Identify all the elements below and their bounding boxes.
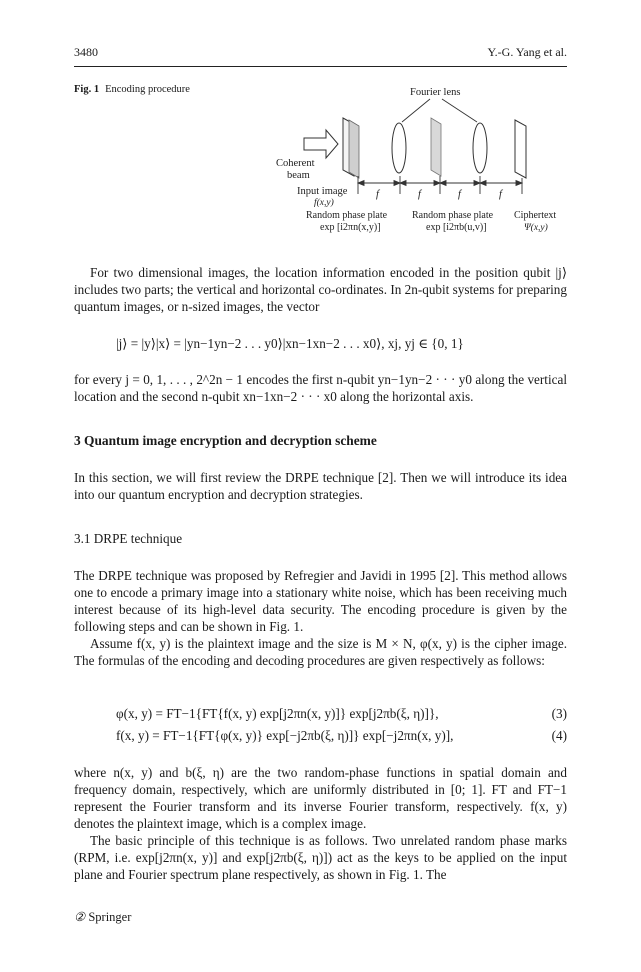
running-authors: Y.-G. Yang et al. <box>487 45 567 59</box>
ciphertext-plate <box>515 120 526 178</box>
paragraph-encoding-location: for every j = 0, 1, . . . , 2^2n − 1 encodes the first n-qubit yn−1yn−2 · · · y0 along the vertical location and the second n-qubit xn−1xn−2 · · · x0 along the horizontal axis. <box>74 372 567 404</box>
figure-label: Fig. 1 <box>74 84 100 95</box>
rpp1-function: exp [i2πn(x,y)] <box>320 222 381 233</box>
paragraph-drpe-intro: The DRPE technique was proposed by Refregier and Javidi in 1995 [2]. This method allows one to encode a primary image into a stationary white noise, which has been receiving much interest because of its high-level data security. The encoding procedure is given by the following steps and can be shown in Fig. 1. <box>74 568 567 634</box>
publisher-name: Springer <box>88 910 132 924</box>
figure-caption <box>74 84 190 95</box>
section-heading-3: 3 Quantum image encryption and decryption scheme <box>74 433 377 448</box>
equation-3-number: (3) <box>551 706 567 721</box>
paragraph-assume: Assume f(x, y) is the plaintext image and the size is M × N, φ(x, y) is the cipher image. The formulas of the encoding and decoding procedures are given respectively as follows: <box>74 636 567 668</box>
rpp2-label: Random phase plate <box>412 210 494 221</box>
focal-length-3: f <box>458 189 461 200</box>
ciphertext-label: Ciphertext <box>514 210 557 221</box>
beam-label: beam <box>287 170 310 181</box>
encoding-procedure-diagram <box>270 82 570 240</box>
focal-length-4: f <box>499 189 502 200</box>
paragraph-random-phase-functions: where n(x, y) and b(ξ, η) are the two random-phase functions in spatial domain and frequency domain, respectively, which are uniformly distributed in [0; 1]. FT and FT−1 represent the Fourier transform and its inverse Fourier transform, respectively. f(x, y) denotes the plaintext image, which is a complex image. <box>74 765 567 831</box>
page-number: 3480 <box>74 45 98 59</box>
figure-caption-text: Encoding procedure <box>105 84 190 95</box>
fourier-lens-label: Fourier lens <box>410 87 461 98</box>
focal-length-1: f <box>376 189 379 200</box>
paragraph-basic-principle: The basic principle of this technique is as follows. Two unrelated random phase marks (RPM, i.e. exp[j2πn(x, y)] and exp[j2πb(ξ, η)]) act as the keys to be applied on the input plane and Fourier spectrum plane respectively, as shown in Fig. 1. The <box>74 833 567 882</box>
fourier-lens-1 <box>392 123 406 173</box>
springer-logo-icon: ② <box>74 910 86 924</box>
paragraph-section-intro: In this section, we will first review the DRPE technique [2]. Then we will introduce its idea into our quantum encryption and decryption strategies. <box>74 470 567 502</box>
ciphertext-function: Ψ(x,y) <box>524 223 548 233</box>
input-image-label: Input image <box>297 186 348 197</box>
random-phase-plate-2 <box>431 118 441 176</box>
coherent-label: Coherent <box>276 158 315 169</box>
header-rule <box>74 66 567 67</box>
input-function-label: f(x,y) <box>314 198 334 208</box>
equation-4-number: (4) <box>551 728 567 743</box>
focal-length-2: f <box>418 189 421 200</box>
equation-position-vector: |j⟩ = |y⟩|x⟩ = |yn−1yn−2 . . . y0⟩|xn−1xn−2 . . . x0⟩, xj, yj ∈ {0, 1} <box>116 336 464 351</box>
rpp1-label: Random phase plate <box>306 210 388 221</box>
publisher-footer <box>74 909 131 925</box>
lens-pointer-2 <box>442 99 477 122</box>
equation-4: f(x, y) = FT−1{FT{φ(x, y)} exp[−j2πb(ξ, η)]} exp[−j2πn(x, y)], <box>116 728 454 743</box>
subsection-heading-3-1: 3.1 DRPE technique <box>74 531 183 546</box>
coherent-beam-arrow <box>304 130 338 158</box>
fourier-lens-2 <box>473 123 487 173</box>
random-phase-plate-1 <box>349 120 359 178</box>
focal-length-markers <box>358 176 522 194</box>
equation-3: φ(x, y) = FT−1{FT{f(x, y) exp[j2πn(x, y)]} exp[j2πb(ξ, η)]}, <box>116 706 439 721</box>
paragraph-position-qubit: For two dimensional images, the location information encoded in the position qubit |j⟩ includes two parts; the vertical and horizontal co-ordinates. In 2n-qubit systems for preparing quantum images, or n-sized images, the vector <box>74 265 567 314</box>
lens-pointer-1 <box>402 99 430 122</box>
rpp2-function: exp [i2πb(u,v)] <box>426 222 487 233</box>
